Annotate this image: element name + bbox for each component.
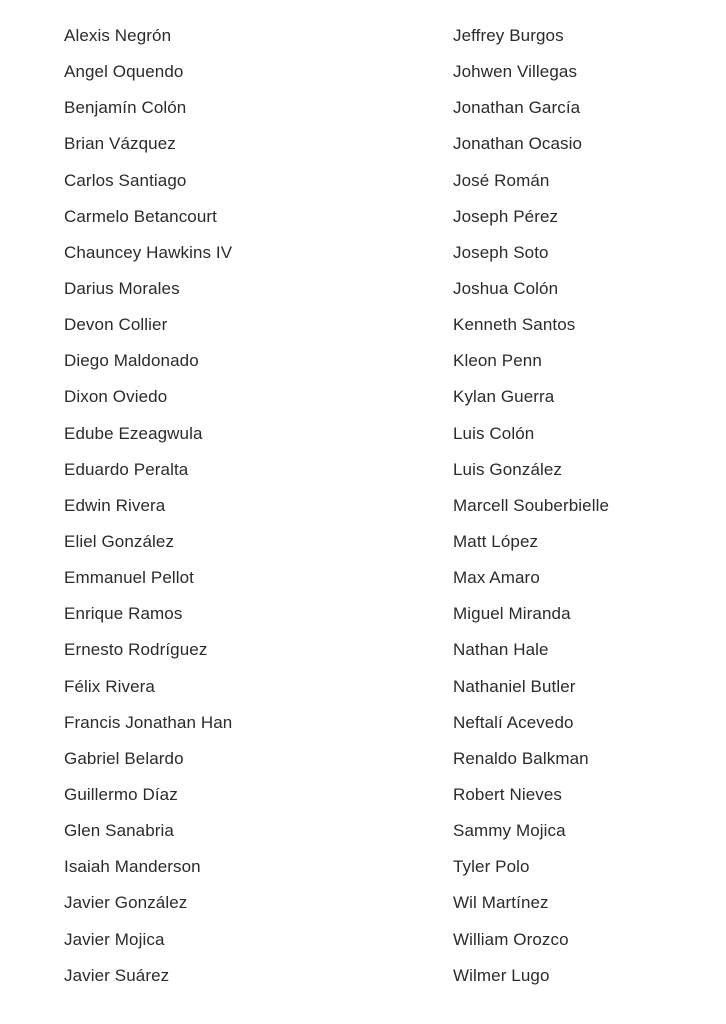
name-list-item: Robert Nieves — [453, 784, 563, 804]
name-list-item: Neftalí Acevedo — [453, 712, 574, 732]
names-list-left — [64, 22, 424, 998]
name-list-item: Francis Jonathan Han — [64, 712, 233, 732]
name-list-item: Glen Sanabria — [64, 821, 174, 841]
name-list-item: Carlos Santiago — [64, 170, 187, 190]
name-list-item: Edube Ezeagwula — [64, 423, 203, 443]
name-list-item: José Román — [453, 170, 550, 190]
name-list-item: Chauncey Hawkins IV — [64, 242, 233, 262]
name-list-item: Eduardo Peralta — [64, 459, 189, 479]
name-list-item: Kylan Guerra — [453, 387, 555, 407]
name-list-item: Max Amaro — [453, 568, 540, 588]
name-list-item: Carmelo Betancourt — [64, 206, 217, 226]
name-list-item: Wilmer Lugo — [453, 965, 550, 985]
name-list-item: Javier Suárez — [64, 965, 170, 985]
name-list-item: Luis Colón — [453, 423, 535, 443]
name-list-item: Gabriel Belardo — [64, 748, 184, 768]
name-list-item: Alexis Negrón — [64, 26, 172, 45]
name-list-item: Guillermo Díaz — [64, 784, 178, 804]
name-list-item: Nathan Hale — [453, 640, 549, 660]
name-list-item: Emmanuel Pellot — [64, 568, 195, 588]
name-list-item: William Orozco — [453, 929, 569, 949]
name-list-item: Javier Mojica — [64, 929, 165, 949]
name-list-item: Kenneth Santos — [453, 315, 576, 335]
name-list-item: Nathaniel Butler — [453, 676, 576, 696]
name-list-item: Diego Maldonado — [64, 351, 199, 371]
name-list-item: Eliel González — [64, 531, 175, 551]
name-list-item: Joshua Colón — [453, 278, 559, 298]
name-list-item: Enrique Ramos — [64, 604, 183, 624]
name-list-item: Edwin Rivera — [64, 495, 166, 515]
name-list-item: Wil Martínez — [453, 893, 549, 913]
name-list-item: Jonathan Ocasio — [453, 134, 583, 154]
name-list-item: Renaldo Balkman — [453, 748, 589, 768]
name-list-item: Kleon Penn — [453, 351, 542, 371]
name-list-item: Benjamín Colón — [64, 98, 187, 118]
name-list-item: Devon Collier — [64, 315, 168, 335]
name-list-item: Isaiah Manderson — [64, 857, 201, 877]
names-list-right — [453, 22, 713, 998]
name-list-item: Angel Oquendo — [64, 62, 184, 82]
name-list-item: Javier González — [64, 893, 188, 913]
name-list-item: Tyler Polo — [453, 857, 530, 877]
name-list-item: Ernesto Rodríguez — [64, 640, 208, 660]
name-list-item: Matt López — [453, 531, 539, 551]
name-list-item: Sammy Mojica — [453, 821, 566, 841]
name-list-item: Luis González — [453, 459, 563, 479]
name-list-item: Jonathan García — [453, 98, 581, 118]
name-list-item: Joseph Soto — [453, 242, 549, 262]
name-list-item: Jeffrey Burgos — [453, 26, 564, 45]
name-list-item: Darius Morales — [64, 278, 180, 298]
name-list-item: Brian Vázquez — [64, 134, 176, 154]
name-list-item: Johwen Villegas — [453, 62, 578, 82]
name-list-item: Dixon Oviedo — [64, 387, 168, 407]
name-list-item: Joseph Pérez — [453, 206, 559, 226]
name-list-item: Miguel Miranda — [453, 604, 571, 624]
name-list-item: Félix Rivera — [64, 676, 155, 696]
name-list-item: Marcell Souberbielle — [453, 495, 610, 515]
